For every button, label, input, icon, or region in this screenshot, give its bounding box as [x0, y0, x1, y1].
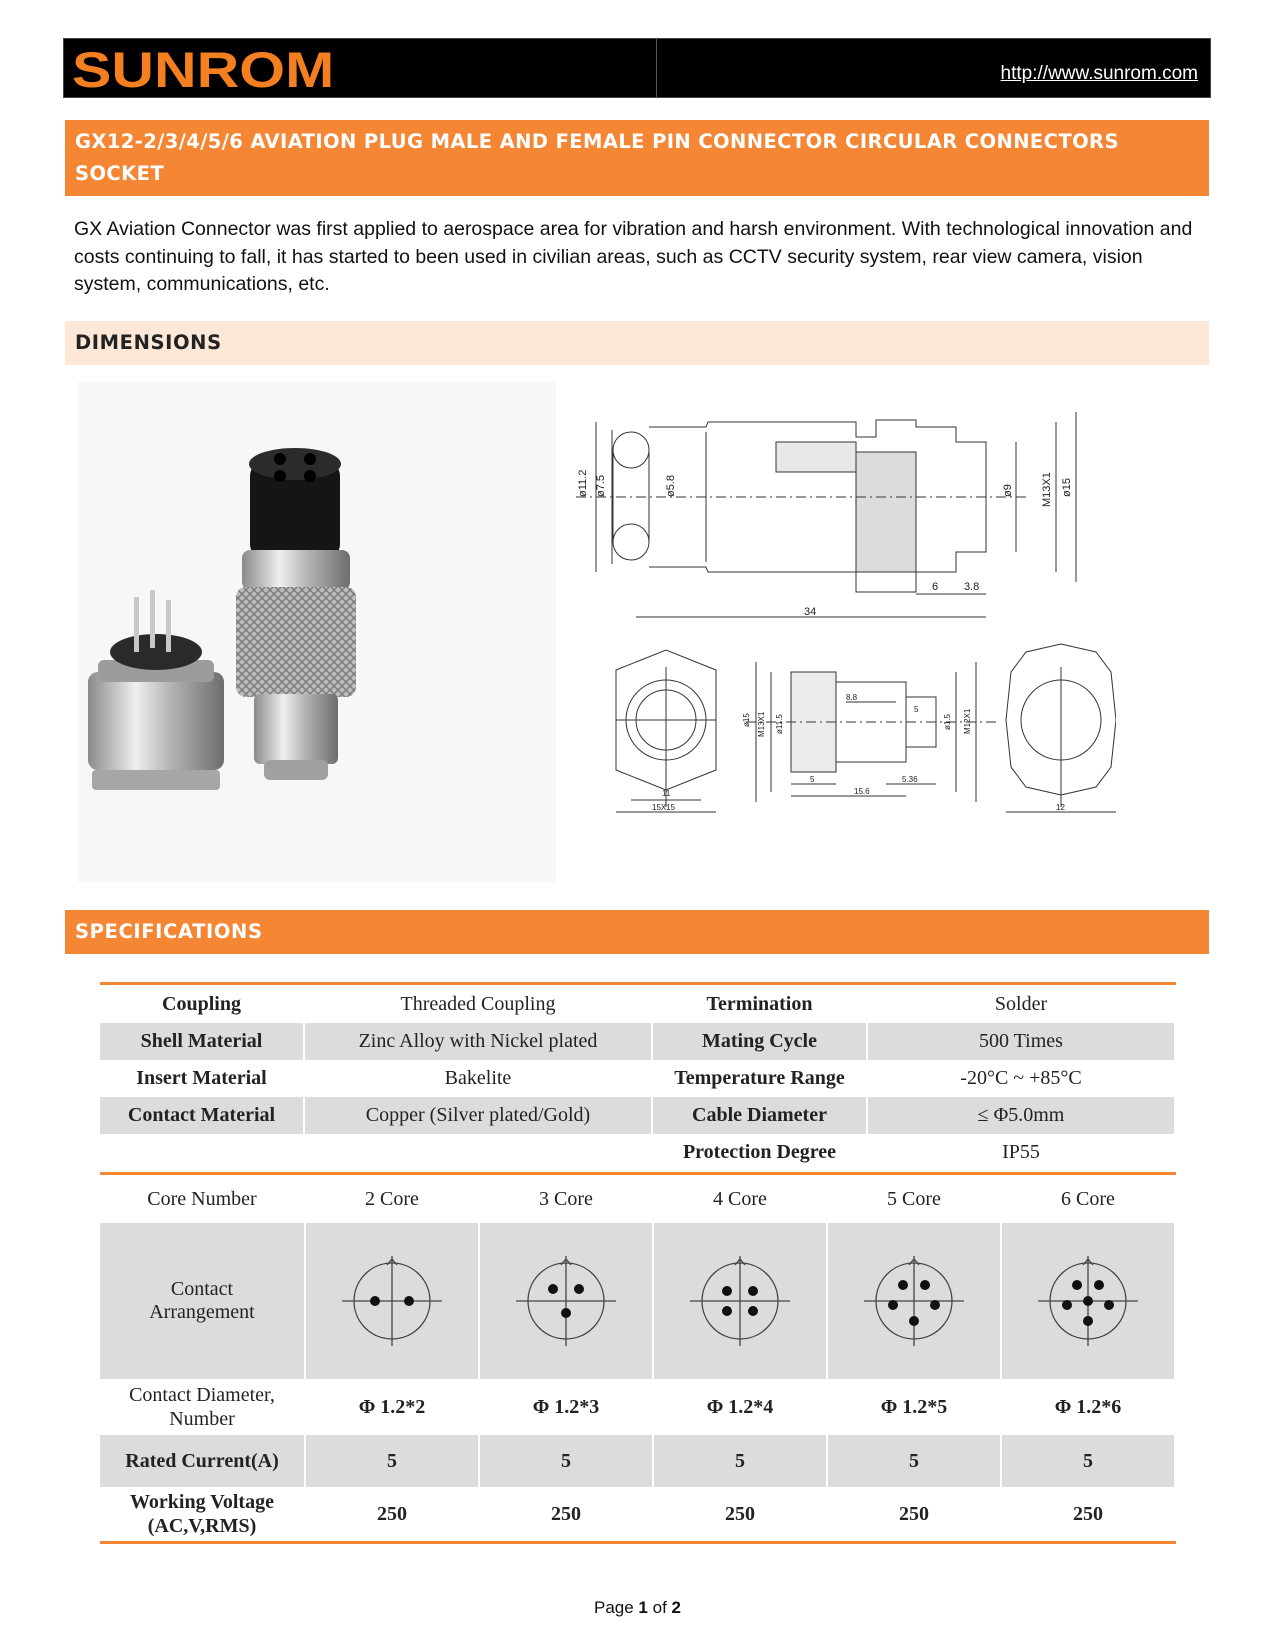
table-top-rule [100, 982, 1176, 985]
core-header: 4 Core [654, 1176, 828, 1223]
table-mid-rule [100, 1172, 1176, 1175]
working-voltage-label [100, 1487, 306, 1541]
working-voltage-value: 250 [480, 1487, 654, 1541]
contact-diameter-label [100, 1379, 306, 1435]
dimension-drawing [556, 382, 1116, 882]
dim-label-bd15: ø15 [742, 713, 751, 727]
property-row [100, 986, 1176, 1023]
rated-current-value: 5 [828, 1435, 1002, 1487]
core-header: 2 Core [306, 1176, 480, 1223]
dimensions-heading-band [65, 321, 1209, 365]
contact-diameter-value: Φ 1.2*3 [480, 1379, 654, 1435]
rated-current-row [100, 1435, 1176, 1487]
rated-current-value: 5 [480, 1435, 654, 1487]
working-voltage-value: 250 [1002, 1487, 1176, 1541]
arrangement-2-core [306, 1223, 480, 1379]
technical-drawing [556, 382, 1116, 882]
dim-label-d15: ø15 [1061, 478, 1073, 497]
dim-label-5-36: 5.36 [902, 775, 918, 784]
core-header: 3 Core [480, 1176, 654, 1223]
product-title-line-2: PLUG DIAMETER 12MM MINI METAL ROUND SHELL CONNECTOR [75, 194, 787, 217]
property-key: Insert Material [100, 1060, 305, 1097]
core-header: 6 Core [1002, 1176, 1176, 1223]
dim-label-34: 34 [804, 606, 817, 618]
arrangement-label-line-2: Arrangement [149, 1301, 255, 1323]
arrangement-3-core [480, 1223, 654, 1379]
property-key: Coupling [100, 986, 305, 1023]
voltage-label-line-1: Working Voltage [130, 1491, 274, 1513]
pin-layout-4-core-icon [685, 1251, 795, 1351]
dim-label-m13: M13X1 [1041, 472, 1053, 507]
contact-diameter-value: Φ 1.2*6 [1002, 1379, 1176, 1435]
property-row [100, 1134, 1176, 1171]
dim-label-d7-5: ø7.5 [595, 474, 607, 497]
dim-label-12: 12 [1056, 803, 1065, 812]
property-key: Protection Degree [653, 1134, 868, 1171]
website-link[interactable]: http://www.sunrom.com [1000, 63, 1198, 84]
property-key: Termination [653, 986, 868, 1023]
contact-diameter-row [100, 1379, 1176, 1435]
dimensions-figure [78, 382, 1108, 882]
core-header: 5 Core [828, 1176, 1002, 1223]
rated-current-value: 5 [654, 1435, 828, 1487]
arrangement-5-core [828, 1223, 1002, 1379]
pin-layout-2-core-icon [337, 1251, 447, 1351]
property-key: Mating Cycle [653, 1023, 868, 1060]
contact-diameter-value: Φ 1.2*5 [828, 1379, 1002, 1435]
dim-label-d11-2: ø11.2 [577, 469, 589, 497]
property-row [100, 1097, 1176, 1134]
header-divider [656, 39, 657, 97]
dim-label-3-8: 3.8 [964, 581, 980, 593]
property-value: Solder [868, 986, 1176, 1023]
property-value: -20°C ~ +85°C [868, 1060, 1176, 1097]
footer-page-total: 2 [671, 1598, 682, 1617]
working-voltage-row [100, 1487, 1176, 1541]
dim-label-bm12: M12X1 [963, 708, 972, 734]
dim-label-bm13: M13X1 [757, 711, 766, 737]
arrangement-6-core [1002, 1223, 1176, 1379]
core-number-row [100, 1176, 1176, 1223]
sunrom-logo: SUNROM [72, 42, 335, 98]
property-value: Zinc Alloy with Nickel plated [305, 1023, 653, 1060]
diameter-label-line-1: Contact Diameter, [129, 1384, 275, 1406]
dim-label-bd1-5: ø1.5 [943, 713, 952, 730]
contact-arrangement-label [100, 1223, 306, 1379]
property-value [305, 1134, 653, 1171]
dim-label-5b: 5 [914, 705, 919, 714]
property-value: Bakelite [305, 1060, 653, 1097]
contact-arrangement-row [100, 1223, 1176, 1379]
contact-diameter-value: Φ 1.2*4 [654, 1379, 828, 1435]
working-voltage-value: 250 [306, 1487, 480, 1541]
property-row [100, 1023, 1176, 1060]
specifications-heading-band [65, 910, 1209, 954]
intro-paragraph: GX Aviation Connector was first applied to aerospace area for vibration and harsh environment. With technological innovation and costs continuing to fall, it has started to been used in civilian areas, such as CCTV security system, rear view camera, vision system, communications, etc. [74, 218, 1193, 295]
product-title-band [65, 120, 1209, 217]
rated-current-value: 5 [306, 1435, 480, 1487]
pin-layout-3-core-icon [511, 1251, 621, 1351]
property-row [100, 1060, 1176, 1097]
property-key: Cable Diameter [653, 1097, 868, 1134]
dim-label-bd11-5: ø11.5 [775, 714, 784, 734]
table-bottom-rule [100, 1541, 1176, 1544]
header-bar [63, 38, 1211, 98]
rated-current-value: 5 [1002, 1435, 1176, 1487]
connector-photo [78, 382, 556, 882]
dimensions-heading: DIMENSIONS [75, 331, 222, 354]
core-number-label: Core Number [100, 1176, 306, 1223]
property-key: Contact Material [100, 1097, 305, 1134]
page-footer [0, 1598, 1275, 1618]
footer-of: of [652, 1598, 667, 1617]
rated-current-label: Rated Current(A) [100, 1435, 306, 1487]
pin-layout-5-core-icon [859, 1251, 969, 1351]
property-key [100, 1134, 305, 1171]
dim-label-6: 6 [932, 581, 939, 593]
footer-page-number: 1 [638, 1598, 648, 1617]
arrangement-4-core [654, 1223, 828, 1379]
dim-label-8-8: 8.8 [846, 693, 858, 702]
property-value: 500 Times [868, 1023, 1176, 1060]
diameter-label-line-2: Number [169, 1408, 235, 1430]
specifications-heading: SPECIFICATIONS [75, 920, 263, 943]
property-value: Threaded Coupling [305, 986, 653, 1023]
dim-label-d5-8: ø5.8 [665, 474, 677, 497]
property-key: Shell Material [100, 1023, 305, 1060]
dim-label-15x15: 15X15 [652, 803, 676, 812]
contact-diameter-value: Φ 1.2*2 [306, 1379, 480, 1435]
pin-layout-6-core-icon [1033, 1251, 1143, 1351]
dim-label-15-6: 15.6 [854, 787, 870, 796]
property-value: Copper (Silver plated/Gold) [305, 1097, 653, 1134]
property-key: Temperature Range [653, 1060, 868, 1097]
product-title-line-1: GX12-2/3/4/5/6 AVIATION PLUG MALE AND FEMALE PIN CONNECTOR CIRCULAR CONNECTORS SOCKET [75, 130, 1119, 185]
dim-label-11: 11 [662, 789, 671, 798]
working-voltage-value: 250 [828, 1487, 1002, 1541]
property-value: ≤ Φ5.0mm [868, 1097, 1176, 1134]
arrangement-label-line-1: Contact [170, 1278, 234, 1300]
property-value: IP55 [868, 1134, 1176, 1171]
working-voltage-value: 250 [654, 1487, 828, 1541]
dim-label-d9: ø9 [1002, 484, 1014, 497]
footer-page-prefix: Page [593, 1598, 634, 1617]
voltage-label-line-2: (AC,V,RMS) [147, 1515, 257, 1537]
dim-label-5a: 5 [810, 775, 815, 784]
